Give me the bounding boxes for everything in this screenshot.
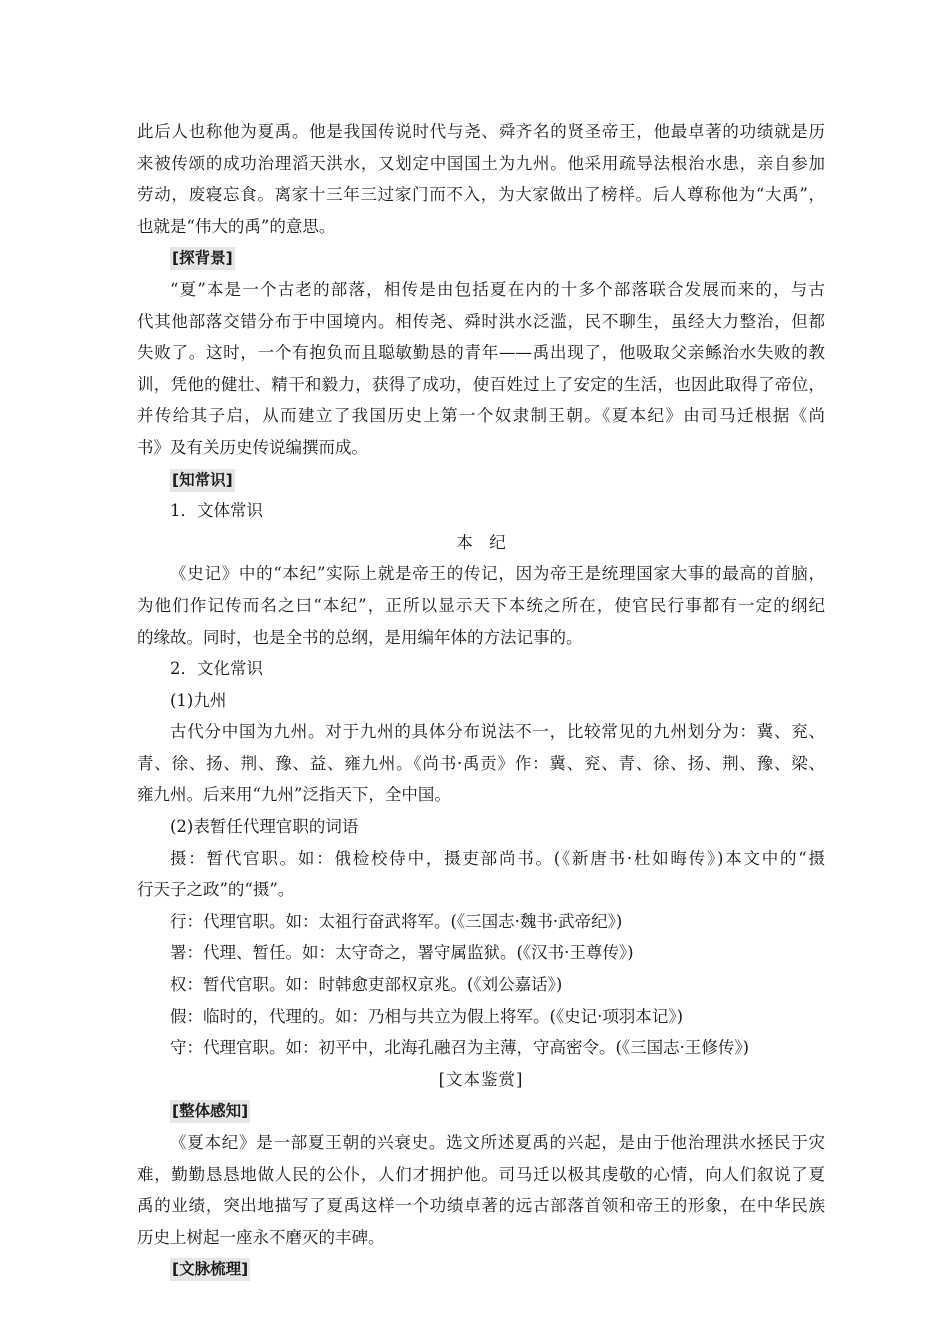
official-line-2: 行天子之政”的“摄”。 [137,880,295,900]
culture-knowledge-title: 2．文化常识 [170,659,263,679]
jiuzhou-line-1: 古代分中国为九州。对于九州的具体分布说法不一，比较常见的九州划分为：冀、兖、 [170,722,825,742]
intro-line-3: 劳动，废寝忘食。离家十三年三过家门而不入，为大家做出了榜样。后人尊称他为“大禹”， [137,185,825,205]
text-appreciation-title: [文本鉴赏] [438,1069,524,1089]
jiuzhou-line-3: 雍九州。后来用“九州”泛指天下，全中国。 [137,785,451,805]
benji-line-2: 为他们作记传而名之曰“本纪”，正所以显示天下本统之所在，使官民行事都有一定的纲纪 [137,595,825,615]
background-heading-label: [探背景] [170,247,235,270]
knowledge-heading [137,464,825,496]
background-line-5: 并传给其子启，从而建立了我国历史上第一个奴隶制王朝。《夏本纪》由司马迁根据《尚 [137,406,825,426]
jiuzhou-line-2: 青、徐、扬、荆、豫、益、雍九州。《尚书·禹贡》作：冀、兖、青、徐、扬、荆、豫、梁、 [137,753,825,773]
official-line-5: 权：暂代官职。如：时韩愈吏部权京兆。(《刘公嘉话》) [170,975,563,995]
intro-line-2: 来被传颂的成功治理滔天洪水，又划定中国国土为九州。他采用疏导法根治水患，亲自参加 [137,153,825,173]
official-line-3: 行：代理官职。如：太祖行奋武将军。(《三国志·魏书·武帝纪》) [170,911,623,931]
background-line-6: 书》及有关历史传说编撰而成。 [137,437,368,457]
intro-line-1: 此后人也称他为夏禹。他是我国传说时代与尧、舜齐名的贤圣帝王，他最卓著的功绩就是历 [137,122,825,141]
benji-line-3: 的缘故。同时，也是全书的总纲，是用编年体的方法记事的。 [137,627,583,647]
genre-knowledge-title: 1．文体常识 [170,501,263,521]
official-line-1: 摄：暂代官职。如：俄检校侍中，摄吏部尚书。(《新唐书·杜如晦传》)本文中的“摄 [170,848,825,868]
official-line-6: 假：临时的，代理的。如：乃相与共立为假上将军。(《史记·项羽本记》) [170,1006,684,1026]
appreciation-line-2: 难，勤勤恳恳地做人民的公仆，人们才拥护他。司马迁以极其虔敬的心情，向人们叙说了夏 [137,1164,825,1184]
background-line-3: 失败了。这时，一个有抱负而且聪敏勤恳的青年——禹出现了，他吸取父亲鲧治水失败的教 [137,343,825,363]
background-line-1: “夏”本是一个古老的部落，相传是由包括夏在内的十多个部落联合发展而来的，与古 [170,279,825,299]
structure-heading-label: [文脉梳理] [170,1258,250,1281]
appreciation-line-4: 历史上树起一座永不磨灭的丰碑。 [137,1227,385,1247]
background-line-2: 代其他部落交错分布于中国境内。相传尧、舜时洪水泛滥，民不聊生，虽经大力整治，但都 [137,311,825,331]
official-line-4: 署：代理、暂任。如：太守奇之，署守属监狱。(《汉书·王尊传》) [170,943,634,963]
structure-heading [137,1253,825,1285]
document-page [137,116,825,1285]
official-terms-title: (2)表暂任代理官职的词语 [170,817,359,837]
background-line-4: 训，凭他的健壮、精干和毅力，获得了成功，使百姓过上了安定的生活，也因此取得了帝位， [137,374,825,394]
background-heading [137,242,825,274]
appreciation-line-1: 《夏本纪》是一部夏王朝的兴衰史。选文所述夏禹的兴起，是由于他治理洪水拯民于灾 [170,1133,825,1152]
intro-line-4: 也就是“伟大的禹”的意思。 [137,216,336,236]
knowledge-heading-label: [知常识] [170,469,235,492]
official-line-7: 守：代理官职。如：初平中，北海孔融召为主薄，守高密令。(《三国志·王修传》) [170,1038,750,1058]
benji-title: 本 纪 [456,532,506,552]
benji-line-1: 《史记》中的“本纪”实际上就是帝王的传记，因为帝王是统理国家大事的最高的首脑， [170,564,825,584]
jiuzhou-title: (1)九州 [170,690,227,710]
overall-perception-label: [整体感知] [170,1100,250,1123]
appreciation-line-3: 禹的业绩，突出地描写了夏禹这样一个功绩卓著的远古部落首领和帝王的形象，在中华民族 [137,1196,825,1216]
overall-perception-heading [137,1095,825,1127]
